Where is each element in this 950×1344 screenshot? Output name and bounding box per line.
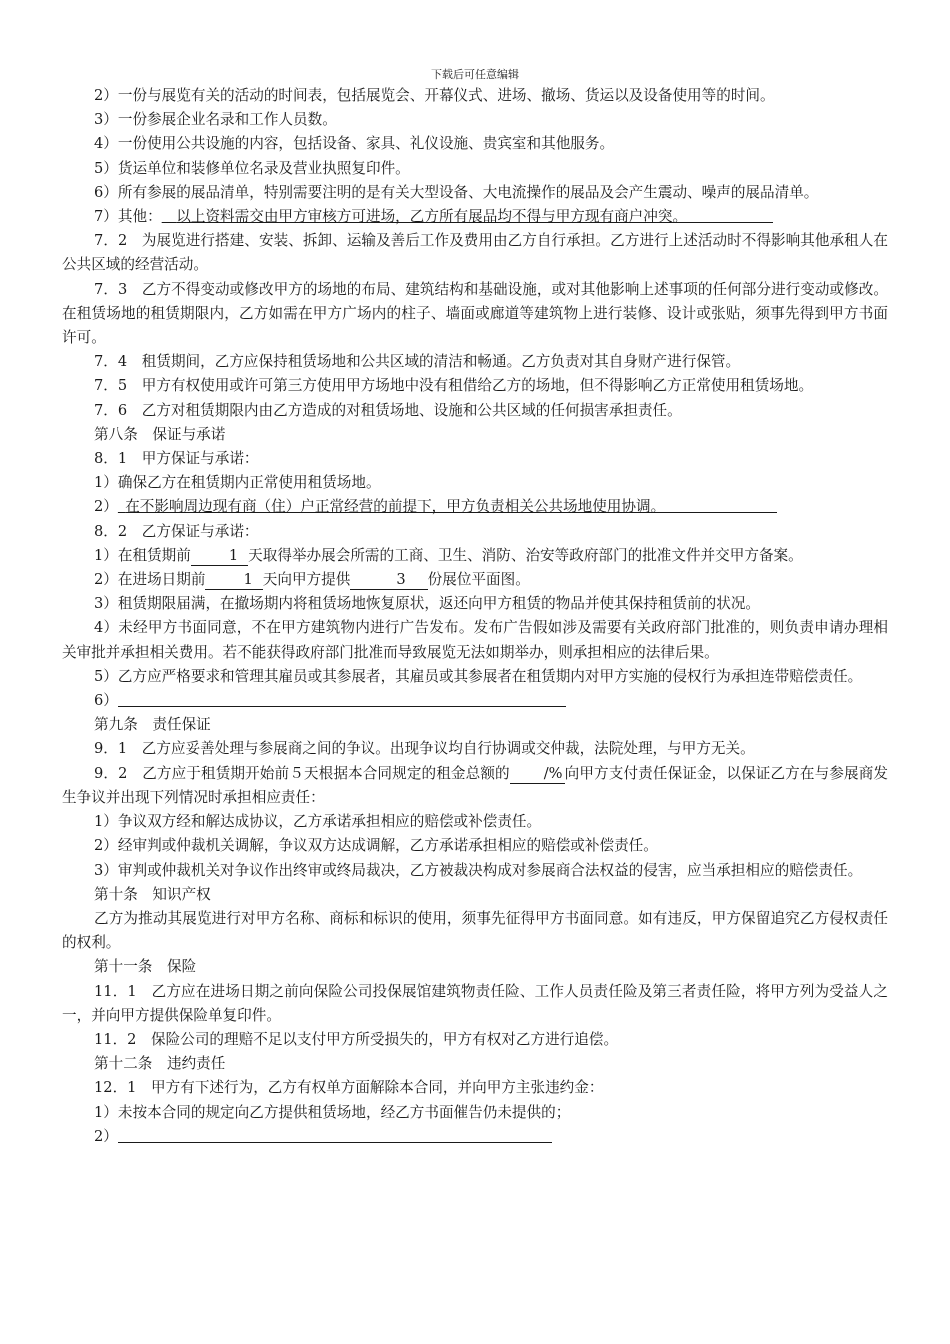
clause-8-2-item-5: 5）乙方应严格要求和管理其雇员或其参展者，其雇员或其参展者在租赁期内对甲方实施的侵权行为承担连带赔偿责任。 <box>94 667 863 685</box>
days-before-entry-value: 1 <box>205 571 262 590</box>
blank-line <box>118 1126 552 1143</box>
clause-11-2: 11．2 保险公司的理赔不足以支付甲方所受损失的，甲方有权对乙方进行追偿。 <box>94 1030 619 1048</box>
clause-7-1-item-2: 2）一份与展览有关的活动的时间表，包括展览会、开幕仪式、进场、撤场、货运以及设备使用等的时间。 <box>94 87 775 104</box>
clause-7-6: 7．6 乙方对租赁期限内由乙方造成的对租赁场地、设施和公共区域的任何损害承担责任。 <box>94 401 682 419</box>
clause-7-1-item-3: 3）一份参展企业名录和工作人员数。 <box>94 111 337 129</box>
article-9-title: 第九条 责任保证 <box>94 716 211 734</box>
clause-8-2-item-2: 2）在进场日期前 1 天向甲方提供 3 份展位平面图。 <box>94 571 530 589</box>
clause-9-2-item-1: 1）争议双方经和解达成协议，乙方承诺承担相应的赔偿或补偿责任。 <box>94 813 542 831</box>
clause-9-2: 9．2 乙方应于租赁期开始前５天根据本合同规定的租金总额的 /% 向甲方支付责任保证金，以保证乙方在与参展商发生争议并出现下列情况时承担相应责任： <box>62 764 888 806</box>
clause-8-2-item-4: 4）未经甲方书面同意，不在甲方建筑物内进行广告发布。发布广告假如涉及需要有关政府部门批准的，则负责申请办理相关审批并承担相关费用。若不能获得政府部门批准而导致展览无法如期举办，则承担相应的法律后果。 <box>62 619 888 661</box>
article-8-title: 第八条 保证与承诺 <box>94 425 226 443</box>
clause-7-1-item-7 <box>62 205 888 229</box>
page-header-note: 下载后可任意编辑 <box>431 68 519 81</box>
clause-12-1-item-2 <box>62 1125 888 1149</box>
article-12-title: 第十二条 违约责任 <box>94 1055 226 1073</box>
article-11-title: 第十一条 保险 <box>94 958 197 976</box>
clause-7-4: 7．4 租赁期间，乙方应保持租赁场地和公共区域的清洁和畅通。乙方负责对其自身财产进行保管。 <box>94 353 741 371</box>
clause-8-2-item-1: 1）在租赁期前 1 天取得举办展会所需的工商、卫生、消防、治安等政府部门的批准文件并交甲方备案。 <box>94 546 803 564</box>
days-before-lease-value: 1 <box>191 547 248 566</box>
clause-8-2: 8．2 乙方保证与承诺： <box>94 522 259 540</box>
floorplan-copies-value: 3 <box>350 571 427 590</box>
clause-7-5: 7．5 甲方有权使用或许可第三方使用甲方场地中没有租借给乙方的场地，但不得影响乙方正常使用租赁场地。 <box>94 377 814 395</box>
clause-7-1-item-4: 4）一份使用公共设施的内容，包括设备、家具、礼仪设施、贵宾室和其他服务。 <box>94 135 615 153</box>
clause-11-1: 11．1 乙方应在进场日期之前向保险公司投保展馆建筑物责任险、工作人员责任险及第三者责任险，将甲方列为受益人之一，并向甲方提供保险单复印件。 <box>62 982 888 1024</box>
clause-9-2-item-2: 2）经审判或仲裁机关调解，争议双方达成调解，乙方承诺承担相应的赔偿或补偿责任。 <box>94 837 658 855</box>
clause-7-2: 7．2 为展览进行搭建、安装、拆卸、运输及善后工作及费用由乙方自行承担。乙方进行上述活动时不得影响其他承租人在公共区域的经营活动。 <box>62 232 888 274</box>
filled-text: 以上资料需交由甲方审核方可进场，乙方所有展品均不得与甲方现有商户冲突。 <box>162 208 773 225</box>
clause-8-2-item-3: 3）租赁期限届满，在撤场期内将租赁场地恢复原状，返还向甲方租赁的物品并使其保持租赁前的状况。 <box>94 595 761 613</box>
article-10-title: 第十条 知识产权 <box>94 885 211 903</box>
clause-7-1-item-5: 5）货运单位和装修单位名录及营业执照复印件。 <box>94 159 410 177</box>
clause-8-1-item-2 <box>62 495 888 519</box>
clause-8-2-item-6 <box>62 689 888 713</box>
contract-body <box>62 84 888 1149</box>
item-label: 6） <box>94 692 118 710</box>
deposit-percent-value: /% <box>510 765 565 784</box>
clause-9-2-item-3: 3）审判或仲裁机关对争议作出终审或终局裁决，乙方被裁决构成对参展商合法权益的侵害，应当承担相应的赔偿责任。 <box>94 861 863 879</box>
item-label: 2） <box>94 1127 118 1145</box>
item-label: 2） <box>94 498 118 516</box>
blank-line <box>118 690 566 707</box>
item-label: 7）其他： <box>94 208 162 226</box>
clause-9-1: 9．1 乙方应妥善处理与参展商之间的争议。出现争议均自行协调或交仲裁，法院处理，与甲方无关。 <box>94 740 755 758</box>
clause-7-3: 7．3 乙方不得变动或修改甲方的场地的布局、建筑结构和基础设施，或对其他影响上述事项的任何部分进行变动或修改。在租赁场地的租赁期限内，乙方如需在甲方广场内的柱子、墙面或廊道等建筑物上进行装修、设计或张贴，须事先得到甲方书面许可。 <box>62 280 888 347</box>
clause-7-1-item-6: 6）所有参展的展品清单，特别需要注明的是有关大型设备、大电流操作的展品及会产生震动、噪声的展品清单。 <box>94 183 819 201</box>
clause-10-body: 乙方为推动其展览进行对甲方名称、商标和标识的使用，须事先征得甲方书面同意。如有违反，甲方保留追究乙方侵权责任的权利。 <box>62 909 888 952</box>
filled-text: 在不影响周边现有商（住）户正常经营的前提下，甲方负责相关公共场地使用协调。 <box>118 498 777 515</box>
clause-8-1-item-1: 1）确保乙方在租赁期内正常使用租赁场地。 <box>94 474 381 492</box>
clause-12-1-item-1: 1）未按本合同的规定向乙方提供租赁场地，经乙方书面催告仍未提供的； <box>94 1103 571 1121</box>
clause-12-1: 12．1 甲方有下述行为，乙方有权单方面解除本合同，并向甲方主张违约金： <box>94 1079 604 1097</box>
clause-8-1: 8．1 甲方保证与承诺： <box>94 450 259 468</box>
